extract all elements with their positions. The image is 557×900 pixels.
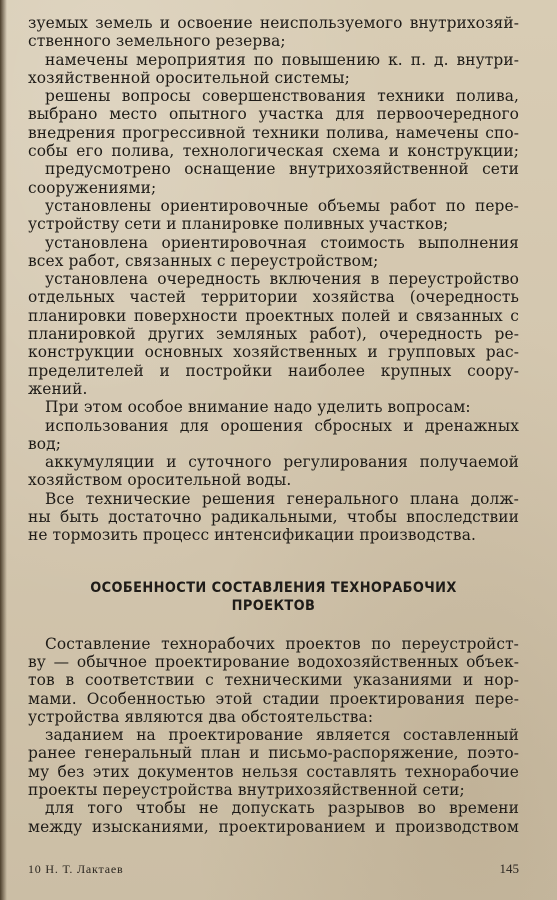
text-line: ранее генеральный план и письмо-распоряжение, поэто- [28, 744, 519, 763]
text-line: для того чтобы не допускать разрывов во времени [45, 799, 519, 818]
text-line: не тормозить процесс интенсификации производства. [28, 526, 476, 545]
section-heading-line: ОСОБЕННОСТИ СОСТАВЛЕНИЯ ТЕХНОРАБОЧИХ [90, 579, 457, 596]
printer-signature: 10 Н. Т. Лактаев [28, 862, 124, 876]
section-heading [28, 579, 519, 615]
text-line: хозяйством оросительной воды. [28, 471, 292, 490]
text-line: установлена ориентировочная стоимость выполнения [45, 233, 519, 252]
text-line: решены вопросы совершенствования техники полива, [45, 87, 519, 106]
text-line: сооружениями; [28, 178, 157, 197]
text-line: собы его полива, технологическая схема и конструкции; [28, 142, 519, 161]
text-line: использования для орошения сбросных и дренажных [45, 416, 519, 435]
text-line: пределителей и постройки наиболее крупных соору- [28, 361, 519, 380]
text-line: выбрано место опытного участка для первоочередного [28, 105, 519, 124]
text-line: Составление технорабочих проектов по переустройст- [45, 634, 519, 653]
text-line: ны быть достаточно радикальными, чтобы впоследствии [28, 508, 519, 527]
text-line: всех работ, связанных с переустройством; [28, 251, 379, 270]
text-line: вод; [28, 434, 61, 453]
text-line: конструкции основных хозяйственных и групповых рас- [28, 343, 519, 362]
main-text-block [28, 14, 519, 836]
text-line: заданием на проектирование является составленный [45, 726, 519, 745]
text-line: тов в соответствии с техническими указаниями и нор- [28, 671, 519, 690]
text-line: Все технические решения генерального плана долж- [45, 489, 519, 508]
text-line: ственного земельного резерва; [28, 32, 286, 51]
text-line: зуемых земель и освоение неиспользуемого внутрихозяй- [28, 14, 519, 32]
text-line: устройства являются два обстоятельства: [28, 707, 374, 726]
text-line: При этом особое внимание надо уделить вопросам: [45, 398, 471, 417]
text-line: му без этих документов нельзя составлять технорабочие [28, 762, 519, 781]
text-line: аккумуляции и суточного регулирования получаемой [45, 453, 519, 472]
text-line: планировкой других земляных работ), очередность ре- [28, 325, 519, 344]
text-line: намечены мероприятия по повышению к. п. д. внутри- [45, 50, 519, 69]
page-footer [28, 860, 519, 878]
text-line: хозяйственной оросительной системы; [28, 68, 350, 87]
text-line: мами. Особенностью этой стадии проектирования пере- [28, 689, 519, 708]
text-line: отдельных частей территории хозяйства (очередность [28, 288, 519, 307]
text-line: планировки поверхности проектных полей и связанных с [28, 306, 519, 325]
text-line: внедрения прогрессивной техники полива, намечены спо- [28, 123, 519, 142]
text-line: предусмотрено оснащение внутрихозяйственной сети [45, 160, 519, 179]
text-line: жений. [28, 379, 88, 398]
section-heading-line: ПРОЕКТОВ [231, 597, 316, 614]
text-line: установлена очередность включения в переустройство [45, 270, 519, 289]
text-line: между изысканиями, проектированием и производством [28, 817, 519, 836]
text-line: ву — обычное проектирование водохозяйственных объек- [28, 652, 519, 671]
text-line: проекты переустройства внутрихозяйственной сети; [28, 780, 465, 799]
page-number: 145 [499, 861, 519, 876]
text-line: устройству сети и планировке поливных участков; [28, 215, 449, 234]
text-line: установлены ориентировочные объемы работ по пере- [45, 196, 519, 215]
